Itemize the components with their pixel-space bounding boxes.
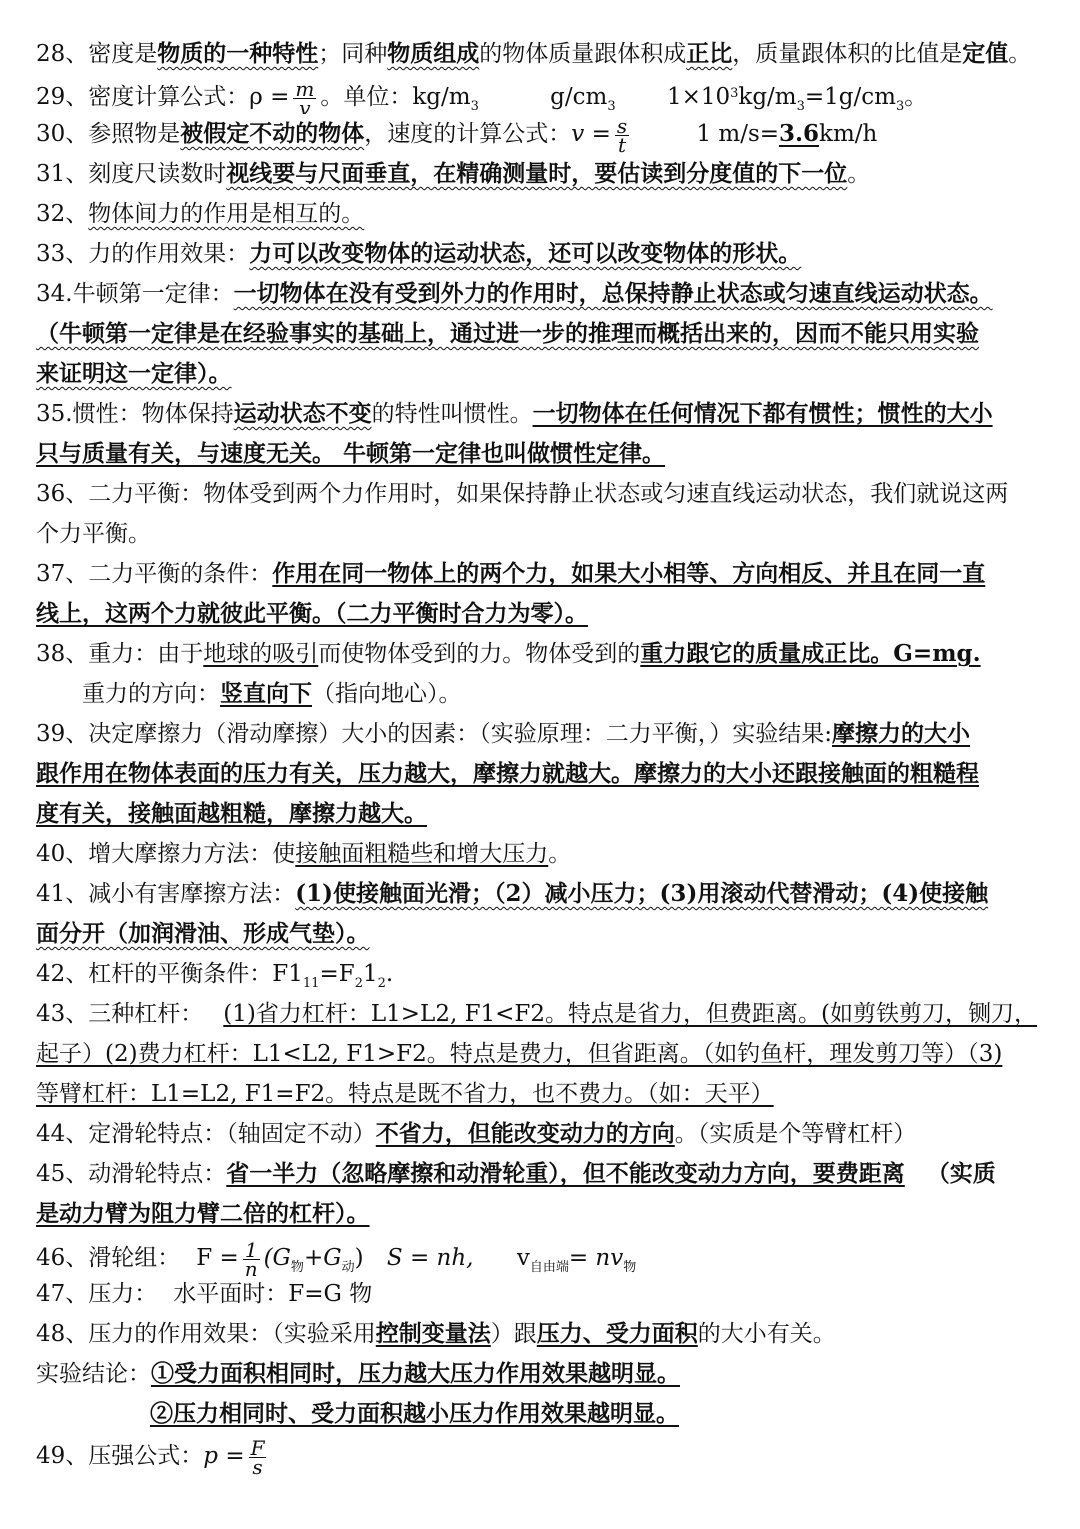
item-47: 47、压力： 水平面时：F=G 物: [36, 1281, 373, 1307]
item-41-cont: 面分开（加润滑油、形成气垫）。: [36, 920, 370, 947]
density-fraction: $\frac{m}{v}$: [295, 76, 315, 114]
item-48-conclusion-1: 实验结论：①受力面积相同时，压力越大压力作用效果越明显。: [36, 1360, 680, 1387]
item-45-cont: 是动力臂为阻力臂二倍的杠杆）。: [36, 1200, 370, 1227]
item-36-cont: 个力平衡。: [36, 521, 151, 547]
item-43: 43、三种杠杆： (1)省力杠杆：L1>L2, F1<F2。特点是省力，但费距离。(如剪铁剪刀，铡刀，: [36, 1001, 1037, 1027]
item-36: 36、二力平衡：物体受到两个力作用时，如果保持静止状态或匀速直线运动状态，我们就说这两: [36, 481, 1009, 507]
pulley-fraction: $\frac{1}{n}$: [244, 1237, 258, 1281]
speed-fraction: $\frac{s}{t}$: [616, 114, 628, 154]
item-40: 40、增大摩擦力方法：使接触面粗糙些和增大压力。: [36, 841, 572, 867]
item-35-cont: 只与质量有关，与速度无关。 牛顿第一定律也叫做惯性定律。: [36, 440, 666, 467]
item-29: 29、密度计算公式：ρ = $\frac{m}{v}$ 。单位：$kg/m_3$ $g/cm_3$ $1\times 10^3kg/m_3=1g/cm_3$。: [36, 74, 1040, 114]
item-37-cont: 线上，这两个力就彼此平衡。（二力平衡时合力为零）。: [36, 600, 588, 627]
item-48: 48、压力的作用效果：（实验采用控制变量法）跟压力、受力面积的大小有关。: [36, 1320, 836, 1347]
item-28: 28、密度是物质的一种特性；同种物质组成的物体质量跟体积成正比，质量跟体积的比值是定值。: [36, 40, 1032, 67]
item-45: 45、动滑轮特点：省一半力（忽略摩擦和动滑轮重），但不能改变动力方向，要费距离 （实质: [36, 1160, 996, 1187]
item-43-cont-2: 等臂杠杆：L1=L2, F1=F2。特点是既不省力，也不费力。（如：天平）: [36, 1081, 774, 1107]
item-34-cont-2: 来证明这一定律）。: [36, 360, 232, 387]
item-49: 49、压强公式：p = $\frac{F}{s}$: [36, 1435, 265, 1479]
item-33: 33、力的作用效果：力可以改变物体的运动状态，还可以改变物体的形状。: [36, 240, 802, 267]
item-39: 39、决定摩擦力（滑动摩擦）大小的因素：（实验原理：二力平衡，）实验结果:摩擦力的大小: [36, 720, 971, 747]
item-35: 35.惯性：物体保持运动状态不变的特性叫惯性。一切物体在任何情况下都有惯性；惯性的大小: [36, 400, 993, 427]
pressure-fraction: $\frac{F}{s}$: [250, 1435, 265, 1479]
item-34: 34.牛顿第一定律：一切物体在没有受到外力的作用时，总保持静止状态或匀速直线运动状态。: [36, 280, 993, 307]
item-39-cont-1: 跟作用在物体表面的压力有关，压力越大，摩擦力就越大。摩擦力的大小还跟接触面的粗糙程: [36, 760, 979, 787]
item-43-cont-1: 起子）(2)费力杠杆：L1<L2, F1>F2。特点是费力，但省距离。（如钓鱼杆，理发剪刀等）（3): [36, 1041, 1003, 1067]
item-41: 41、减小有害摩擦方法：(1)使接触面光滑；（2）减小压力；(3)用滚动代替滑动；(4)使接触: [36, 880, 989, 907]
item-31: 31、刻度尺读数时视线要与尺面垂直，在精确测量时，要估读到分度值的下一位。: [36, 160, 871, 187]
item-38-cont: 重力的方向：竖直向下（指向地心）。: [82, 680, 462, 707]
item-39-cont-2: 度有关，接触面越粗糙，摩擦力越大。: [36, 800, 427, 827]
item-46: 46、滑轮组： F = $\frac{1}{n}$ $(G_物+G_动) S$ = nh, $v_{自由端}= nv_物$: [36, 1237, 637, 1281]
item-34-cont-1: （牛顿第一定律是在经验事实的基础上，通过进一步的推理而概括出来的，因而不能只用实验: [36, 320, 979, 347]
item-42: 42、杠杆的平衡条件：$F1_{11}=F_21_2$.: [36, 961, 394, 991]
item-37: 37、二力平衡的条件：作用在同一物体上的两个力，如果大小相等、方向相反、并且在同一直: [36, 560, 986, 587]
item-38: 38、重力：由于地球的吸引而使物体受到的力。物体受到的重力跟它的质量成正比。G=mg.: [36, 640, 981, 667]
item-32: 32、物体间力的作用是相互的。: [36, 201, 365, 227]
item-44: 44、定滑轮特点：（轴固定不动）不省力，但能改变动力的方向。（实质是个等臂杠杆）: [36, 1120, 917, 1147]
item-30: 30、参照物是被假定不动的物体，速度的计算公式：v = $\frac{s}{t}$ 1 m/s=3.6km/h: [36, 114, 878, 154]
item-48-conclusion-2: ②压力相同时、受力面积越小压力作用效果越明显。: [150, 1400, 679, 1427]
